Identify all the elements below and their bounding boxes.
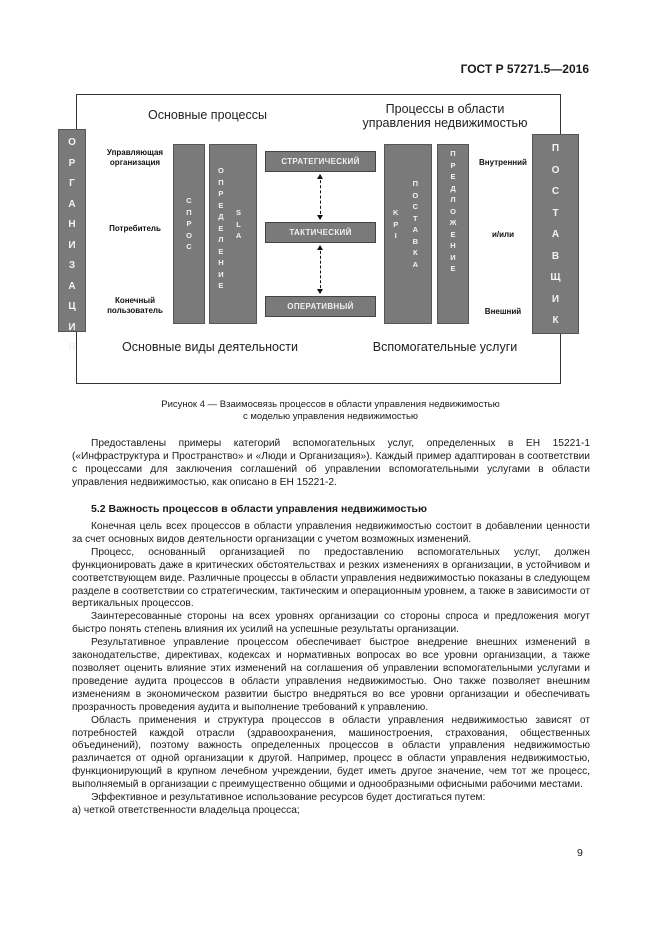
bar-letter: А	[412, 259, 419, 269]
bar-letter: И	[551, 293, 560, 305]
bar-letter: Е	[450, 264, 456, 273]
bar-letter: О	[186, 230, 192, 240]
paragraph: Область применения и структура процессов в области управления недвижимостью зависят от потребностей каждой отрасли (здравоохранения, машиностроения, страхования, общественных объединений), поэтому важность определенных процессов в области управления недвижимостью различается от одной организации к другой. Например, процесс в области управления недвижимостью, функционирующий в крупном лечебном учреждении, будет иметь другое значение, чем тот же процесс, выполняемый в организации с преимущественно общими и однообразными офисными рабочими местами.	[72, 714, 590, 791]
bar-letter: Д	[218, 212, 224, 221]
section-5-2	[72, 503, 590, 516]
title-support-services: Вспомогательные услуги	[372, 340, 518, 354]
bar-letter: Е	[218, 281, 224, 290]
demand-letters	[186, 195, 192, 253]
title-core-activities: Основные виды деятельности	[122, 340, 298, 354]
bar-letter: Л	[450, 195, 456, 204]
level-tactical: ТАКТИЧЕСКИЙ	[265, 222, 376, 243]
bar-letter: А	[68, 198, 76, 210]
title-re-management-processes	[340, 102, 550, 130]
page-number: 9	[577, 847, 583, 859]
bar-letter: Е	[450, 172, 456, 181]
bar-letter: Ж	[449, 218, 457, 227]
bar-letter: P	[393, 219, 399, 229]
bar-letter: K	[393, 208, 399, 217]
label-end-user-line1: Конечный	[114, 296, 156, 305]
kpi-letters	[393, 207, 398, 242]
title-re-line2: управления недвижимостью	[362, 116, 528, 130]
bar-letter: А	[68, 280, 76, 292]
label-internal: Внутренний	[479, 158, 527, 167]
caption-line2: с моделью управления недвижимостью	[242, 411, 419, 422]
offer-bar	[437, 144, 469, 324]
supplier-column	[532, 134, 579, 334]
bar-letter: Т	[413, 213, 418, 223]
paragraph: Предоставлены примеры категорий вспомогательных услуг, определенных в ЕН 15221-1 («Инфраструктура и Пространство» и «Люди и Организация»). Каждый пример адаптирован в соответствии с процессами для заключения соглашений об управлении вспомогательными услугами в области управления недвижимостью, как описано в ЕН 15221-2.	[72, 438, 590, 488]
bar-letter: Е	[218, 246, 224, 256]
bar-letter: Ц	[68, 301, 76, 312]
bar-letter: С	[551, 186, 560, 197]
bar-letter: К	[552, 315, 559, 326]
body-text-block-1	[72, 438, 590, 490]
figure-caption	[0, 399, 661, 423]
double-arrow-icon	[320, 175, 322, 219]
paragraph: Результативное управление процессом обеспечивает быстрое внедрение внешних изменений в законодательстве, директивах, кодексах и нормативных вопросах во все уровни организации, а также позволяет оценить влияние этих изменений на соглашения об управлении вспомогательными услугами и проведение аудита процессов в области управления недвижимостью. Оно также позволяет внешним изменениям в экономическом развитии быстро внедряться во все уровни организации и обеспечивать прозрачность проведения аудита и выполнение требований к управлению.	[72, 637, 590, 713]
bar-letter: Е	[450, 229, 456, 239]
bar-letter: Р	[68, 157, 76, 169]
demand-bar	[173, 144, 205, 324]
bar-letter: L	[236, 219, 241, 229]
bar-letter: И	[68, 321, 76, 333]
label-consumer: Потребитель	[109, 224, 161, 233]
bar-letter: I	[394, 231, 397, 240]
label-external: Внешний	[484, 307, 522, 316]
paragraph: Заинтересованные стороны на всех уровнях организации со стороны спроса и предложения могут быстро понять степень влияния их усилий на успешные результаты организации.	[72, 611, 590, 636]
bar-letter: Т	[552, 207, 559, 219]
bar-letter: К	[413, 248, 418, 257]
bar-letter: Я	[68, 342, 76, 353]
bar-letter: О	[412, 190, 419, 200]
bar-letter: А	[412, 225, 419, 234]
bar-letter: В	[551, 250, 560, 262]
paragraph: Конечная цель всех процессов в области управления недвижимостью состоит в добавлении ценности за счет основных видов деятельности организации с учетом возможных изменений.	[72, 521, 590, 545]
bar-letter: Г	[69, 178, 75, 189]
caption-line1: Рисунок 4 — Взаимосвязь процессов в области управления недвижимостью	[161, 399, 500, 410]
bar-letter: П	[551, 143, 560, 154]
organization-letters	[68, 133, 76, 359]
bar-letter: И	[218, 269, 224, 279]
bar-letter: О	[450, 206, 456, 216]
bar-letter: В	[412, 236, 419, 246]
paragraph: Эффективное и результативное использование ресурсов будет достигаться путем:	[91, 792, 486, 804]
bar-letter: S	[236, 208, 242, 217]
organization-column	[58, 129, 86, 353]
bar-letter: П	[186, 207, 192, 217]
bar-letter: С	[186, 242, 192, 252]
bar-letter: Е	[218, 200, 224, 210]
bar-letter: Д	[450, 183, 456, 193]
bar-letter: П	[450, 149, 456, 158]
level-strategic: СТРАТЕГИЧЕСКИЙ	[265, 151, 376, 172]
bar-letter: Е	[218, 223, 224, 233]
supply-letters	[412, 178, 418, 270]
label-managing-org-line1: Управляющая	[106, 148, 164, 157]
bar-letter: О	[218, 166, 224, 175]
bar-letter: Щ	[550, 272, 561, 283]
bar-letter: З	[68, 260, 76, 271]
bar-letter: П	[412, 179, 419, 188]
definition-letters	[218, 165, 224, 292]
bar-letter: A	[235, 231, 242, 240]
bar-letter: С	[412, 202, 419, 211]
bar-letter: С	[186, 196, 192, 206]
label-managing-org-line2: организация	[109, 157, 161, 167]
kpi-supply-bar	[384, 144, 432, 324]
bar-letter: А	[551, 229, 560, 240]
bar-letter: И	[450, 252, 456, 262]
level-operational: ОПЕРАТИВНЫЙ	[265, 296, 376, 317]
label-end-user	[100, 296, 170, 315]
offer-letters	[450, 148, 457, 275]
paragraph: Процесс, основанный организацией по предоставлению вспомогательных услуг, должен функционировать даже в критических обстоятельствах и резких изменениях в организации, в устойчивом и соответствующем виде. Различные процессы в области управления недвижимостью показаны в следующем разделе в соответствии со стратегическим, тактическим и операционным уровнем, а также в зависимости от вертикальных процессов.	[72, 546, 590, 610]
bar-letter: О	[551, 164, 560, 176]
supplier-letters	[550, 138, 560, 332]
label-managing-organization	[100, 148, 170, 167]
body-text-block-2	[72, 521, 590, 818]
bar-letter: Н	[68, 219, 76, 230]
bar-letter: П	[218, 177, 224, 187]
definition-sla-bar	[209, 144, 257, 324]
list-item-a: а) четкой ответственности владельца процесса;	[72, 804, 300, 816]
document-header-id: ГОСТ Р 57271.5—2016	[460, 62, 589, 76]
title-core-processes: Основные процессы	[148, 108, 267, 122]
bar-letter: И	[68, 239, 76, 251]
bar-letter: Р	[218, 189, 224, 198]
double-arrow-icon	[320, 246, 322, 293]
section-heading: 5.2 Важность процессов в области управления недвижимостью	[91, 503, 427, 515]
bar-letter: Р	[450, 160, 456, 170]
bar-letter: Л	[218, 235, 224, 244]
sla-letters	[236, 207, 241, 242]
bar-letter: О	[68, 137, 76, 148]
label-and-or: и/или	[491, 230, 515, 239]
bar-letter: Р	[186, 219, 192, 229]
label-end-user-line2: пользователь	[107, 305, 163, 315]
bar-letter: Н	[450, 241, 456, 250]
bar-letter: Н	[218, 258, 224, 267]
title-re-line1: Процессы в области	[385, 102, 505, 116]
